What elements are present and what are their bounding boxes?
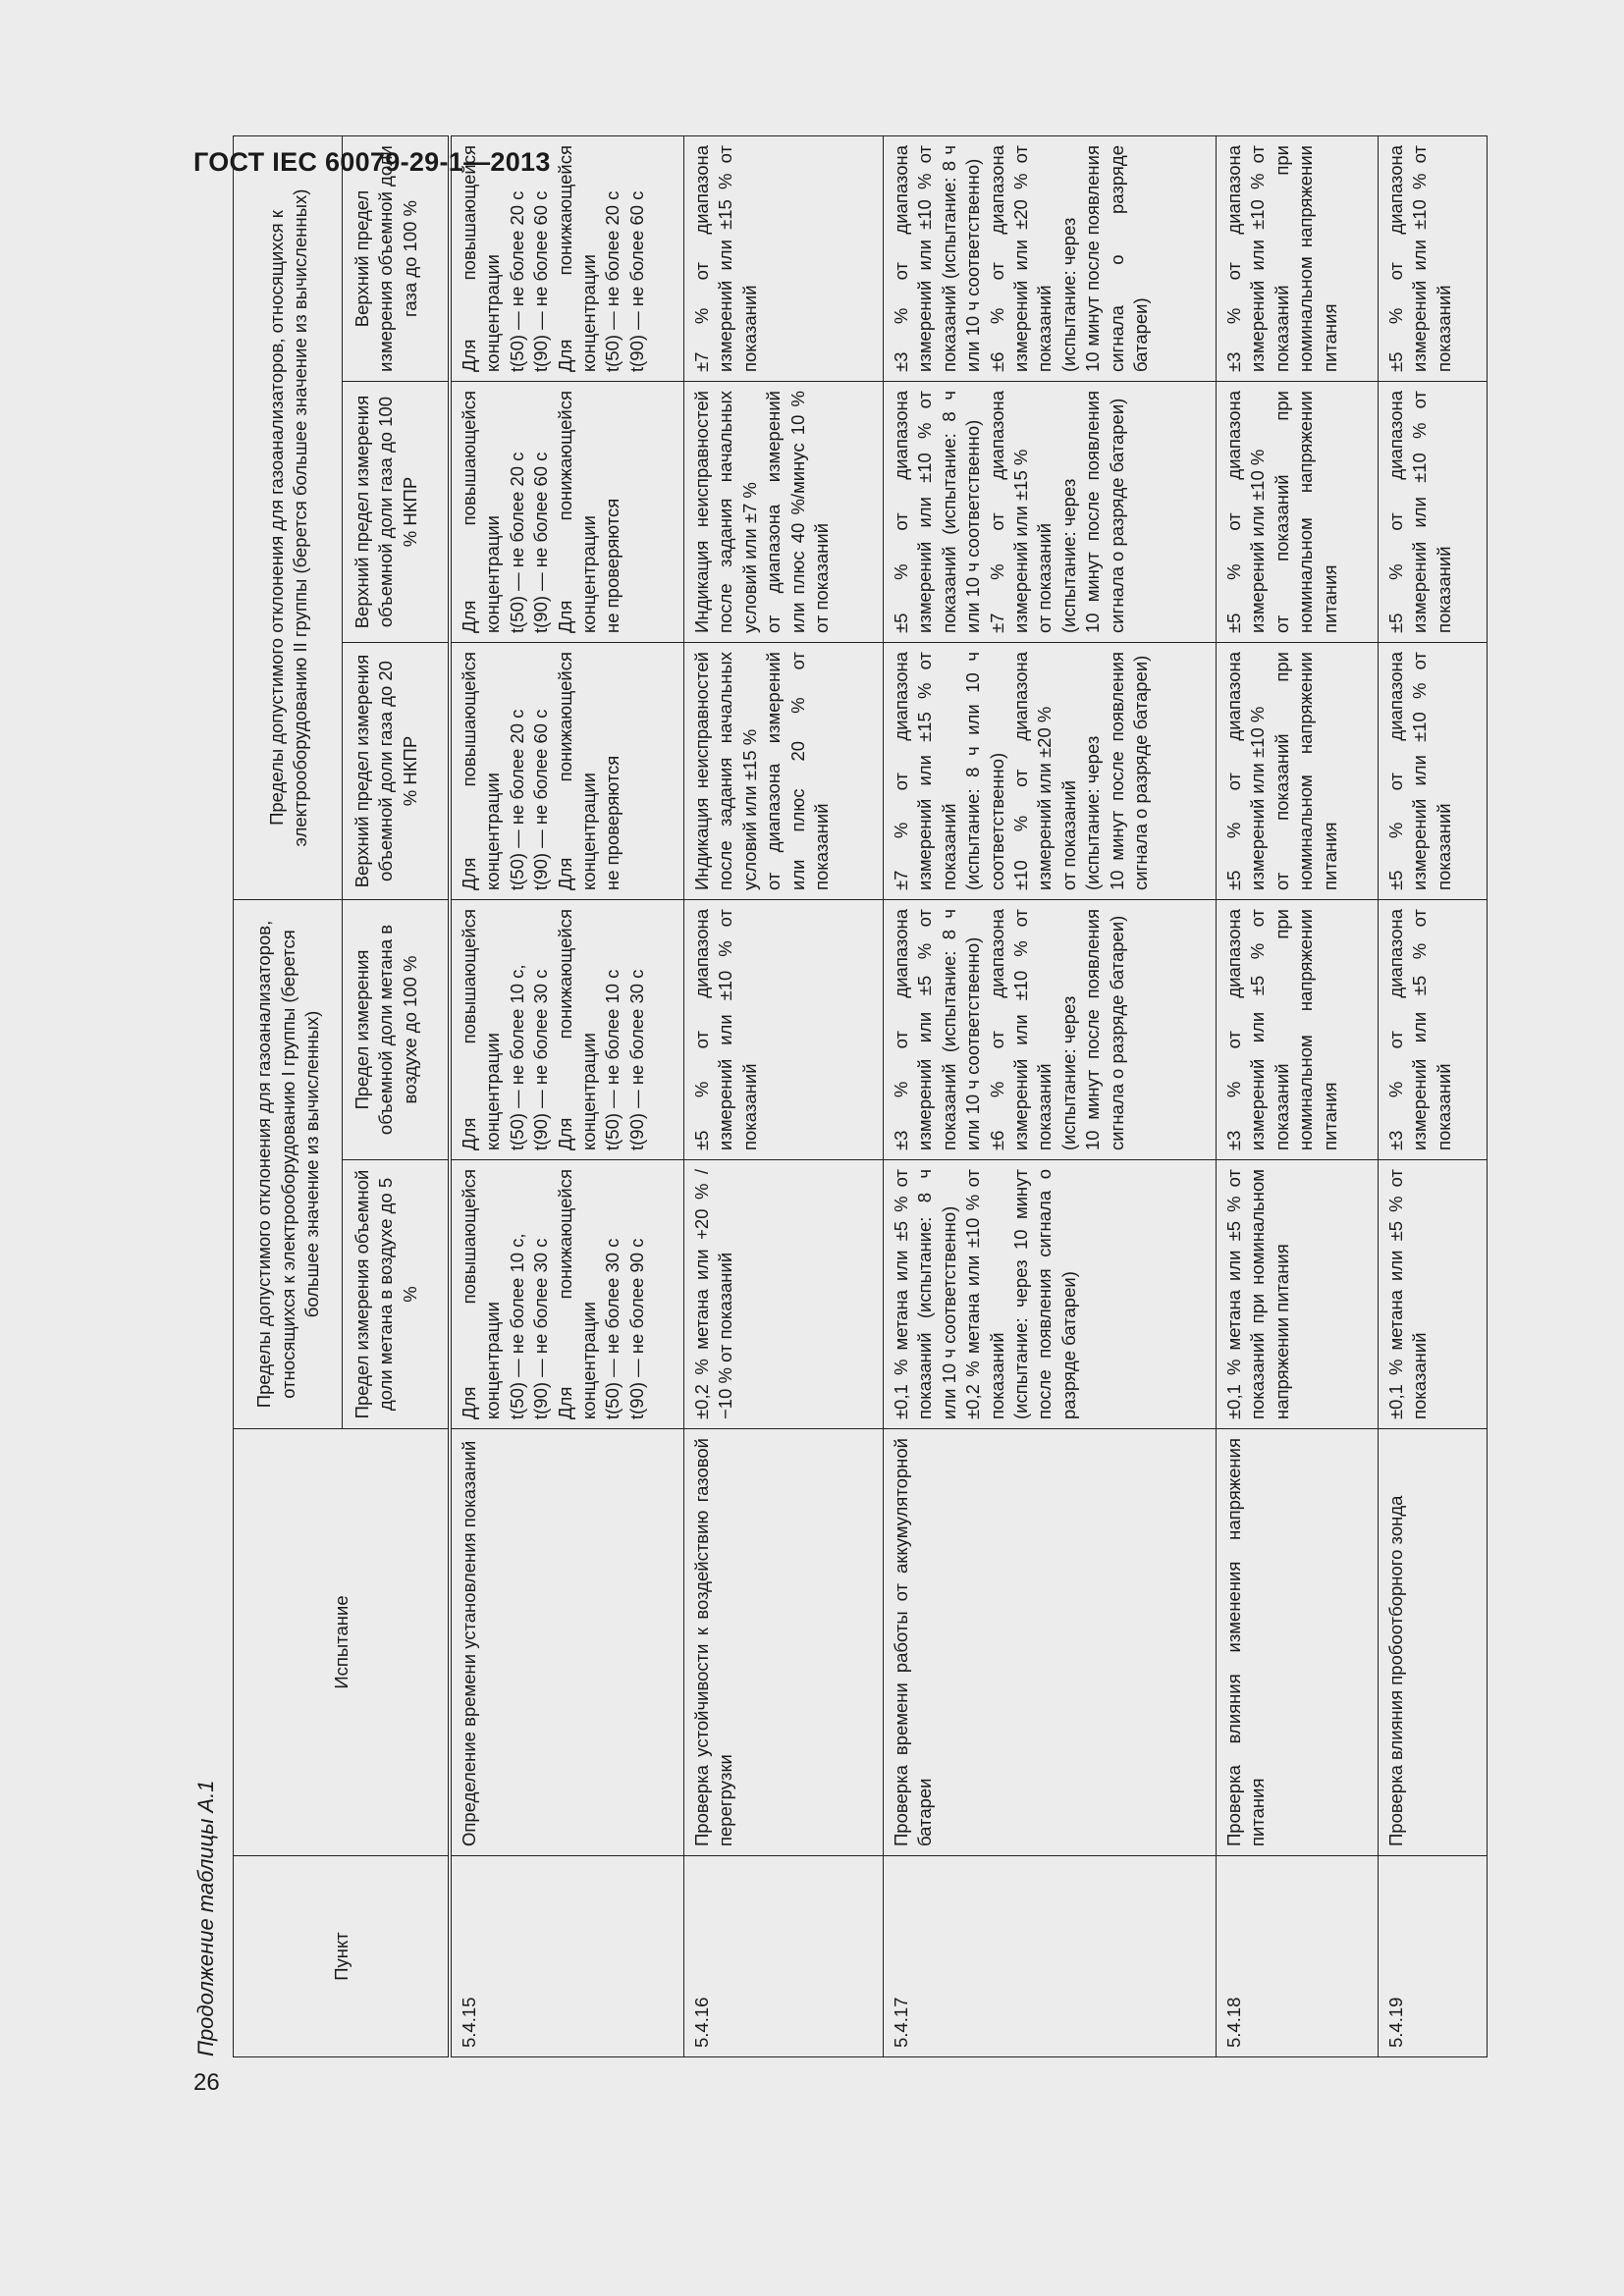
col-header-g2-sub2: Верхний предел измерения объемной доли газа до 100 % НКПР bbox=[343, 382, 451, 643]
cell-c4 bbox=[1379, 382, 1488, 643]
cell-punkt: 5.4.16 bbox=[684, 1856, 884, 2057]
cell-text-line: t(50) — не более 30 с bbox=[602, 1238, 623, 1419]
col-header-group1: Пределы допустимого отклонения для газоанализаторов, относящихся к электрооборудованию I группы (берется большее значение из вычисленных) bbox=[234, 900, 343, 1429]
cell-c1 bbox=[884, 1160, 1217, 1429]
cell-text-line: ±3 % от диапазона измерений или ±5 % от показаний bbox=[1385, 909, 1454, 1150]
col-header-punkt: Пункт bbox=[234, 1856, 451, 2057]
cell-c2 bbox=[884, 900, 1217, 1160]
cell-c3 bbox=[684, 643, 884, 900]
col-header-group2: Пределы допустимого отклонения для газоанализаторов, относящихся к электрооборудованию II группы (берется большее значение из вычисленных) bbox=[234, 136, 343, 900]
cell-text-line: ±0,2 % метана или ±10 % от показаний bbox=[962, 1169, 1007, 1419]
cell-c2 bbox=[684, 900, 884, 1160]
cell-test: Проверка времени работы от аккумуляторной батареи bbox=[884, 1429, 1217, 1856]
cell-test: Определение времени установления показаний bbox=[450, 1429, 684, 1856]
cell-text-line: ±7 % от диапазона измерений или ±15 % от показаний bbox=[891, 652, 959, 890]
cell-c2 bbox=[450, 900, 684, 1160]
cell-text-line: ±10 % от диапазона измерений или ±20 % bbox=[1010, 652, 1056, 890]
cell-c5 bbox=[1379, 136, 1488, 382]
cell-c3 bbox=[450, 643, 684, 900]
table-row bbox=[684, 136, 884, 2057]
cell-text-line: от показаний при номинальном напряжении питания bbox=[1271, 652, 1340, 890]
cell-text-line: (испытание: через bbox=[1057, 995, 1079, 1150]
cell-text-line: ±0,1 % метана или ±5 % от показаний при номинальном напряжении питания bbox=[1223, 1169, 1292, 1419]
cell-c1 bbox=[684, 1160, 884, 1429]
cell-text-line: t(90) — не более 30 с bbox=[625, 969, 647, 1150]
cell-text-line: ±0,1 % метана или ±5 % от показаний (испытание: 8 ч или 10 ч соответственно) bbox=[891, 1169, 959, 1419]
cell-c4 bbox=[884, 382, 1217, 643]
cell-text-line: ±3 % от диапазона измерений или ±5 % от показаний при номинальном напряжении питания bbox=[1223, 909, 1340, 1150]
table-caption: Продолжение таблицы А.1 bbox=[193, 1780, 218, 2056]
cell-text-line: ±0,1 % метана или ±5 % от показаний bbox=[1385, 1169, 1431, 1419]
cell-text-line: ±6 % от диапазона измерений или ±10 % от показаний bbox=[986, 909, 1056, 1150]
cell-text-line: от показаний bbox=[1034, 522, 1056, 633]
cell-c2 bbox=[1379, 900, 1488, 1160]
cell-text-line: (испытание: через bbox=[1057, 478, 1079, 633]
cell-punkt: 5.4.17 bbox=[884, 1856, 1217, 2057]
cell-text-line: не проверяются bbox=[602, 755, 623, 890]
cell-c5 bbox=[450, 136, 684, 382]
cell-c1 bbox=[450, 1160, 684, 1429]
cell-text-line: t(50) — не более 10 с, bbox=[506, 1233, 527, 1419]
table-row bbox=[884, 136, 1217, 2057]
col-header-test: Испытание bbox=[234, 1429, 451, 1856]
cell-text-line: t(90) — не более 60 с bbox=[530, 190, 552, 372]
table-header-row bbox=[234, 136, 343, 2057]
cell-test: Проверка устойчивости к воздействию газовой перегрузки bbox=[684, 1429, 884, 1856]
col-header-g1-sub2: Предел измерения объемной доли метана в воздухе до 100 % bbox=[343, 900, 451, 1160]
cell-text-line: от диапазона измерений или плюс 40 %/минус 10 % от показаний bbox=[763, 391, 833, 633]
cell-text-line: (испытание: через bbox=[1082, 735, 1104, 890]
cell-text-line: t(50) — не более 20 с bbox=[602, 190, 623, 372]
cell-text-line: 10 минут после появления сигнала о разряде батареи) bbox=[1082, 145, 1152, 372]
cell-text-line: ±7 % от диапазона измерений или ±15 % bbox=[986, 391, 1032, 633]
cell-text-line: Для понижающейся концентрации bbox=[554, 391, 600, 633]
cell-c5 bbox=[684, 136, 884, 382]
page-number: 26 bbox=[193, 2069, 220, 2096]
cell-text-line: не проверяются bbox=[602, 498, 623, 633]
cell-text-line: Для повышающейся концентрации bbox=[459, 391, 504, 633]
cell-text-line: t(90) — не более 60 с bbox=[530, 452, 552, 633]
cell-text-line: ±5 % от диапазона измерений или ±10 % от показаний bbox=[1385, 391, 1454, 633]
col-header-g2-sub1: Верхний предел измерения объемной доли газа до 20 % НКПР bbox=[343, 643, 451, 900]
cell-text-line: t(90) — не более 60 с bbox=[530, 709, 552, 890]
cell-text-line: 10 минут после появления сигнала о разряде батареи) bbox=[1082, 909, 1127, 1150]
cell-text-line: Индикация неисправностей после задания начальных условий или ±15 % bbox=[691, 652, 760, 890]
cell-text-line: t(90) — не более 30 с bbox=[530, 969, 552, 1150]
cell-c4 bbox=[684, 382, 884, 643]
cell-text-line: Для повышающейся концентрации bbox=[459, 1169, 504, 1419]
cell-text-line: (испытание: через bbox=[1057, 217, 1079, 372]
cell-test: Проверка влияния пробоотборного зонда bbox=[1379, 1429, 1488, 1856]
cell-text-line: Индикация неисправностей после задания начальных условий или ±7 % bbox=[691, 391, 760, 633]
table-row bbox=[1379, 136, 1488, 2057]
cell-text-line: ±3 % от диапазона измерений или ±10 % от показаний при номинальном напряжении питания bbox=[1223, 145, 1340, 372]
cell-text-line: ±7 % от диапазона измерений или ±15 % от показаний bbox=[691, 145, 760, 372]
cell-text-line: t(50) — не более 10 с, bbox=[506, 964, 527, 1150]
cell-text-line: Для повышающейся концентрации bbox=[459, 652, 504, 890]
cell-c5 bbox=[884, 136, 1217, 382]
cell-text-line: t(90) — не более 30 с bbox=[530, 1238, 552, 1419]
cell-text-line: (испытание: 8 ч или 10 ч соответственно) bbox=[962, 652, 1007, 890]
cell-c3 bbox=[1379, 643, 1488, 900]
cell-text-line: t(90) — не более 60 с bbox=[625, 190, 647, 372]
requirements-table bbox=[233, 135, 1488, 2057]
cell-text-line: ±5 % от диапазона измерений или ±10 % bbox=[1223, 391, 1269, 633]
cell-text-line: ±5 % от диапазона измерений или ±10 % от показаний bbox=[1385, 652, 1454, 890]
cell-text-line: t(90) — не более 90 с bbox=[625, 1238, 647, 1419]
cell-text-line: ±5 % от диапазона измерений или ±10 % от показаний (испытание: 8 ч или 10 ч соответственно) bbox=[891, 391, 984, 633]
cell-text-line: (испытание: через 10 минут после появления сигнала о разряде батареи) bbox=[1010, 1169, 1079, 1419]
cell-c2 bbox=[1217, 900, 1379, 1160]
cell-text-line: ±0,2 % метана или +20 % / −10 % от показаний bbox=[691, 1169, 736, 1419]
cell-text-line: Для понижающейся концентрации bbox=[554, 652, 600, 890]
cell-punkt: 5.4.18 bbox=[1217, 1856, 1379, 2057]
cell-text-line: t(50) — не более 10 с bbox=[602, 969, 623, 1150]
cell-text-line: 10 минут после появления сигнала о разряде батареи) bbox=[1082, 391, 1127, 633]
cell-text-line: 10 минут после появления сигнала о разряде батареи) bbox=[1106, 652, 1152, 890]
col-header-g1-sub1: Предел измерения объемной доли метана в воздухе до 5 % bbox=[343, 1160, 451, 1429]
cell-text-line: от диапазона измерений или плюс 20 % от показаний bbox=[763, 652, 833, 890]
table-body bbox=[450, 136, 1488, 2057]
cell-punkt: 5.4.15 bbox=[450, 1856, 684, 2057]
cell-text-line: ±5 % от диапазона измерений или ±10 % от показаний bbox=[691, 909, 760, 1150]
cell-test: Проверка влияния изменения напряжения питания bbox=[1217, 1429, 1379, 1856]
cell-c1 bbox=[1217, 1160, 1379, 1429]
document-code: ГОСТ IEC 60079-29-1—2013 bbox=[193, 147, 551, 177]
cell-text-line: от показаний bbox=[1057, 779, 1079, 890]
cell-text-line: t(50) — не более 20 с bbox=[506, 452, 527, 633]
cell-text-line: ±3 % от диапазона измерений или ±10 % от показаний (испытание: 8 ч или 10 ч соответственно) bbox=[891, 145, 984, 372]
cell-text-line: ±3 % от диапазона измерений или ±5 % от показаний (испытание: 8 ч или 10 ч соответственно) bbox=[891, 909, 984, 1150]
cell-text-line: Для повышающейся концентрации bbox=[459, 909, 504, 1150]
table-row bbox=[1217, 136, 1379, 2057]
cell-text-line: t(50) — не более 20 с bbox=[506, 709, 527, 890]
cell-text-line: ±5 % от диапазона измерений или ±10 % bbox=[1223, 652, 1269, 890]
cell-text-line: Для повышающейся концентрации bbox=[459, 145, 504, 372]
cell-c5 bbox=[1217, 136, 1379, 382]
cell-text-line: ±6 % от диапазона измерений или ±20 % от показаний bbox=[986, 145, 1056, 372]
cell-text-line: ±5 % от диапазона измерений или ±10 % от показаний bbox=[1385, 145, 1454, 372]
cell-c4 bbox=[1217, 382, 1379, 643]
cell-text-line: Для понижающейся концентрации bbox=[554, 145, 600, 372]
cell-text-line: Для понижающейся концентрации bbox=[554, 909, 600, 1150]
cell-text-line: Для понижающейся концентрации bbox=[554, 1169, 600, 1419]
cell-c3 bbox=[884, 643, 1217, 900]
cell-c4 bbox=[450, 382, 684, 643]
cell-text-line: t(50) — не более 20 с bbox=[506, 190, 527, 372]
col-header-g2-sub3: Верхний предел измерения объемной доли газа до 100 % bbox=[343, 136, 451, 382]
table-row bbox=[450, 136, 684, 2057]
cell-c3 bbox=[1217, 643, 1379, 900]
cell-text-line: от показаний при номинальном напряжении питания bbox=[1271, 391, 1340, 633]
cell-punkt: 5.4.19 bbox=[1379, 1856, 1488, 2057]
cell-c1 bbox=[1379, 1160, 1488, 1429]
